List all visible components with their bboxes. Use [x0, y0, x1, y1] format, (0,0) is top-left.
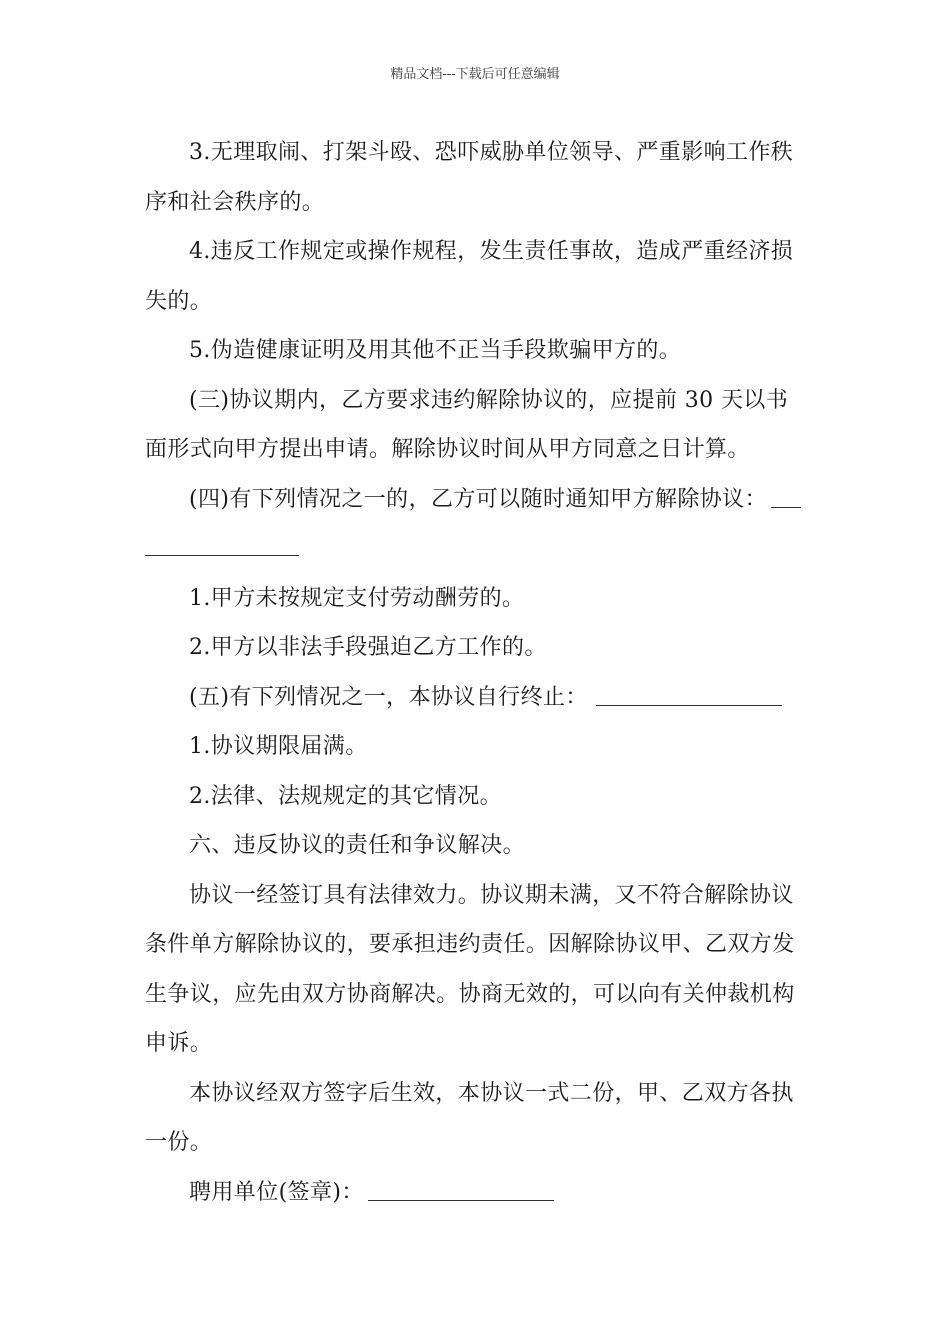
paragraph-clause-5: 5.伪造健康证明及用其他不正当手段欺骗甲方的。 [189, 338, 682, 363]
fill-in-blank[interactable] [596, 704, 782, 706]
paragraph-section-5 [145, 673, 807, 723]
paragraph-employer-signature [145, 1168, 807, 1218]
employer-signature-label: 聘用单位(签章)： [189, 1179, 364, 1205]
paragraph-party-a-2: 2.甲方以非法手段强迫乙方工作的。 [189, 635, 547, 660]
fill-in-blank[interactable] [771, 506, 801, 508]
section-4-text: (四)有下列情况之一的，乙方可以随时通知甲方解除协议： [189, 486, 767, 512]
paragraph-section-6-title: 六、违反协议的责任和争议解决。 [189, 833, 526, 858]
paragraph-clause-3: 3.无理取闹、打架斗殴、恐吓威胁单位领导、严重影响工作秩序和社会秩序的。 [145, 140, 794, 215]
signature-blank[interactable] [368, 1199, 554, 1201]
document-body [145, 128, 807, 1217]
paragraph-section-3: (三)协议期内，乙方要求违约解除协议的，应提前 30 天以书面形式向甲方提出申请。解除协议时间从甲方同意之日计算。 [145, 387, 789, 462]
paragraph-termination-1: 1.协议期限届满。 [189, 734, 368, 759]
section-5-text: (五)有下列情况之一，本协议自行终止： [189, 684, 588, 710]
paragraph-party-a-1: 1.甲方未按规定支付劳动酬劳的。 [189, 585, 525, 611]
fill-in-blank[interactable] [145, 554, 299, 556]
paragraph-section-4 [145, 475, 807, 525]
paragraph-clause-4: 4.违反工作规定或操作规程，发生责任事故，造成严重经济损失的。 [145, 239, 794, 314]
paragraph-termination-2: 2.法律、法规规定的其它情况。 [189, 783, 502, 809]
page-header: 精品文档---下载后可任意编辑 [390, 67, 560, 82]
paragraph-effectiveness: 本协议经双方签字后生效，本协议一式二份，甲、乙双方各执一份。 [145, 1080, 794, 1155]
blank-line-row [145, 524, 807, 574]
paragraph-liability: 协议一经签订具有法律效力。协议期未满，又不符合解除协议条件单方解除协议的，要承担违约责任。因解除协议甲、乙双方发生争议，应先由双方协商解决。协商无效的，可以向有关仲裁机构申诉。 [145, 882, 795, 1056]
